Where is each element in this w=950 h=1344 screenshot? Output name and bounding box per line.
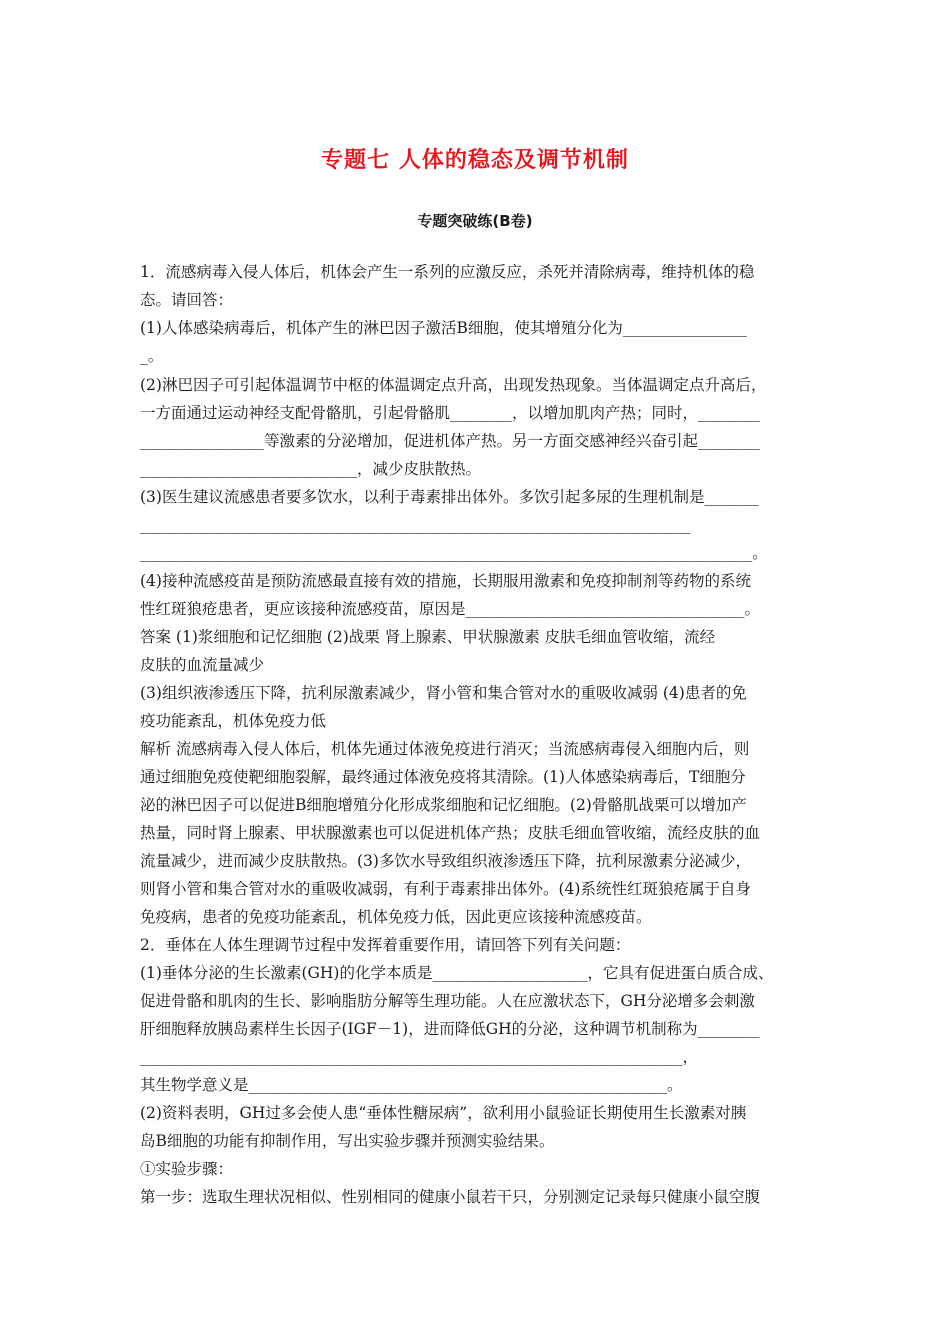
text-line: 态。请回答： — [140, 291, 234, 309]
text-line: 一方面通过运动神经支配骨骼肌，引起骨骼肌________，以增加肌肉产热；同时，________ — [140, 404, 761, 422]
text-line: ____________________________，减少皮肤散热。 — [140, 460, 482, 478]
text-line: 岛B细胞的功能有抑制作用，写出实验步骤并预测实验结果。 — [140, 1132, 555, 1150]
text-line: (1)人体感染病毒后，机体产生的淋巴因子激活B细胞，使其增殖分化为________________ — [140, 319, 747, 337]
text-line: 1．流感病毒入侵人体后，机体会产生一系列的应激反应，杀死并清除病毒，维持机体的稳 — [140, 263, 755, 281]
analysis-line: 泌的淋巴因子可以促进B细胞增殖分化形成浆细胞和记忆细胞。(2)骨骼肌战栗可以增加产 — [140, 796, 747, 814]
answer-line: 皮肤的血流量减少 — [140, 656, 265, 674]
text-line: 其生物学意义是______________________________________________________。 — [140, 1076, 683, 1094]
answer-line: (3)组织液渗透压下降，抗利尿激素减少，肾小管和集合管对水的重吸收减弱 (4)患者的免 — [140, 684, 747, 702]
text-line: ______________________________________________________________________， — [140, 1048, 699, 1066]
text-line: (1)垂体分泌的生长激素(GH)的化学本质是____________________，它具有促进蛋白质合成、 — [140, 964, 774, 982]
page-subtitle: 专题突破练(B卷) — [417, 212, 533, 230]
text-line: (3)医生建议流感患者要多饮水，以利于毒素排出体外。多饮引起多尿的生理机制是_______ — [140, 488, 759, 506]
text-line: 2．垂体在人体生理调节过程中发挥着重要作用，请回答下列有关问题： — [140, 936, 631, 954]
analysis-line: 流量减少，进而减少皮肤散热。(3)多饮水导致组织液渗透压下降，抗利尿激素分泌减少， — [140, 852, 751, 870]
analysis-line: 通过细胞免疫使靶细胞裂解，最终通过体液免疫将其清除。(1)人体感染病毒后，T细胞分 — [140, 768, 746, 786]
analysis-line: 热量，同时肾上腺素、甲状腺激素也可以促进机体产热；皮肤毛细血管收缩，流经皮肤的血 — [140, 824, 761, 842]
text-line: 第一步：选取生理状况相似、性别相同的健康小鼠若干只，分别测定记录每只健康小鼠空腹 — [140, 1188, 761, 1206]
answer-line: 疫功能紊乱，机体免疫力低 — [140, 712, 327, 730]
page-title: 专题七 人体的稳态及调节机制 — [321, 148, 629, 173]
text-line: _______________________________________________________________________ — [140, 516, 691, 534]
text-line: (2)资料表明，GH过多会使人患“垂体性糖尿病”，欲利用小鼠验证长期使用生长激素对胰 — [140, 1104, 747, 1122]
text-line: ________________等激素的分泌增加，促进机体产热。另一方面交感神经兴奋引起________ — [140, 432, 761, 450]
text-line: (4)接种流感疫苗是预防流感最直接有效的措施，长期服用激素和免疫抑制剂等药物的系统 — [140, 572, 751, 590]
analysis-line: 解析 流感病毒入侵人体后，机体先通过体液免疫进行消灭；当流感病毒侵入细胞内后，则 — [140, 740, 750, 758]
text-line: 肝细胞释放胰岛素样生长因子(IGF－1)，进而降低GH的分泌，这种调节机制称为________ — [140, 1020, 760, 1038]
text-line: (2)淋巴因子可引起体温调节中枢的体温调定点升高，出现发热现象。当体温调定点升高后， — [140, 376, 767, 394]
text-line: 促进骨骼和肌肉的生长、影响脂肪分解等生理功能。人在应激状态下，GH分泌增多会刺激 — [140, 992, 755, 1010]
text-line: _。 — [140, 347, 164, 365]
answer-line: 答案 (1)浆细胞和记忆细胞 (2)战栗 肾上腺素、甲状腺激素 皮肤毛细血管收缩，流经 — [140, 628, 716, 646]
text-line: ①实验步骤： — [140, 1160, 234, 1178]
text-line: _______________________________________________________________________________。 — [140, 544, 768, 562]
analysis-line: 则肾小管和集合管对水的重吸收减弱，有利于毒素排出体外。(4)系统性红斑狼疮属于自身 — [140, 880, 751, 898]
analysis-line: 免疫病，患者的免疫功能紊乱，机体免疫力低，因此更应该接种流感疫苗。 — [140, 908, 652, 926]
text-line: 性红斑狼疮患者，更应该接种流感疫苗，原因是____________________________________。 — [140, 600, 761, 618]
